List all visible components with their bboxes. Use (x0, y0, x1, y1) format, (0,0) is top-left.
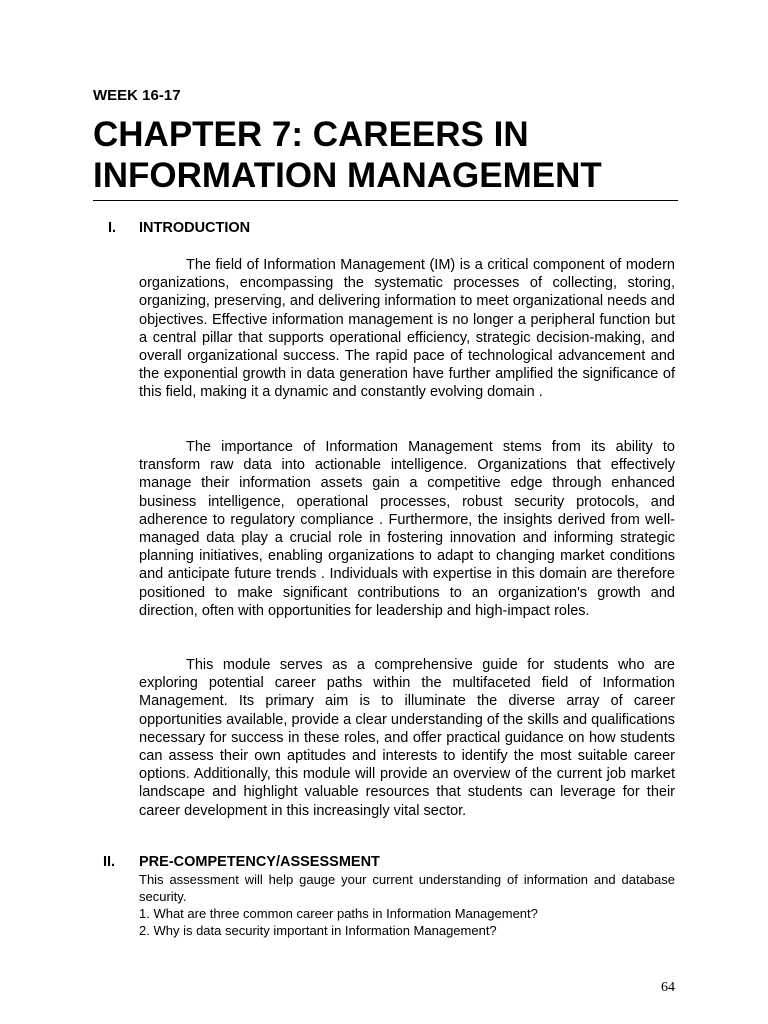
chapter-title: CHAPTER 7: CAREERS IN INFORMATION MANAGEMENT (93, 115, 602, 195)
assessment-intro: This assessment will help gauge your current understanding of information and database security. (139, 872, 675, 904)
assessment-question: 1. What are three common career paths in Information Management? (139, 906, 538, 921)
section-title: INTRODUCTION (139, 220, 251, 236)
section-number: II. (103, 854, 116, 870)
page-number: 64 (661, 980, 675, 995)
section-title: PRE-COMPETENCY/ASSESSMENT (139, 854, 380, 870)
intro-paragraph: The field of Information Management (IM) is a critical component of modern organizations, encompassing the systematic processes of collecting, storing, organizing, preserving, and delivering information to meet organizational needs and objectives. Effective information management is no longer a peripheral function but a central pillar that supports operational efficiency, strategic decision-making, and overall organizational success. The rapid pace of technological advancement and the exponential growth in data generation have further amplified the significance of this field, making it a dynamic and constantly evolving domain . (139, 257, 675, 401)
week-label: WEEK 16-17 (93, 87, 181, 104)
assessment-question: 2. Why is data security important in Information Management? (139, 923, 497, 938)
intro-paragraph: The importance of Information Management stems from its ability to transform raw data into actionable intelligence. Organizations that effectively manage their information assets gain a competitive edge through enhanced business intelligence, operational processes, robust security protocols, and adherence to regulatory compliance . Furthermore, the insights derived from well-managed data play a crucial role in fostering innovation and informing strategic planning initiatives, enabling organizations to adapt to changing market conditions and anticipate future trends . Individuals with expertise in this domain are therefore positioned to make significant contributions to an organization's growth and direction, often with opportunities for leadership and high-impact roles. (139, 439, 675, 619)
title-divider (93, 200, 678, 201)
intro-paragraph: This module serves as a comprehensive guide for students who are exploring potential career paths within the multifaceted field of Information Management. Its primary aim is to illuminate the diverse array of career opportunities available, provide a clear understanding of the skills and qualifications necessary for success in these roles, and offer practical guidance on how students can assess their own aptitudes and interests to identify the most suitable career options. Additionally, this module will provide an overview of the current job market landscape and highlight valuable resources that students can leverage for their career development in this increasingly vital sector. (139, 657, 675, 819)
section-number: I. (108, 220, 117, 236)
assessment-block (139, 871, 675, 939)
